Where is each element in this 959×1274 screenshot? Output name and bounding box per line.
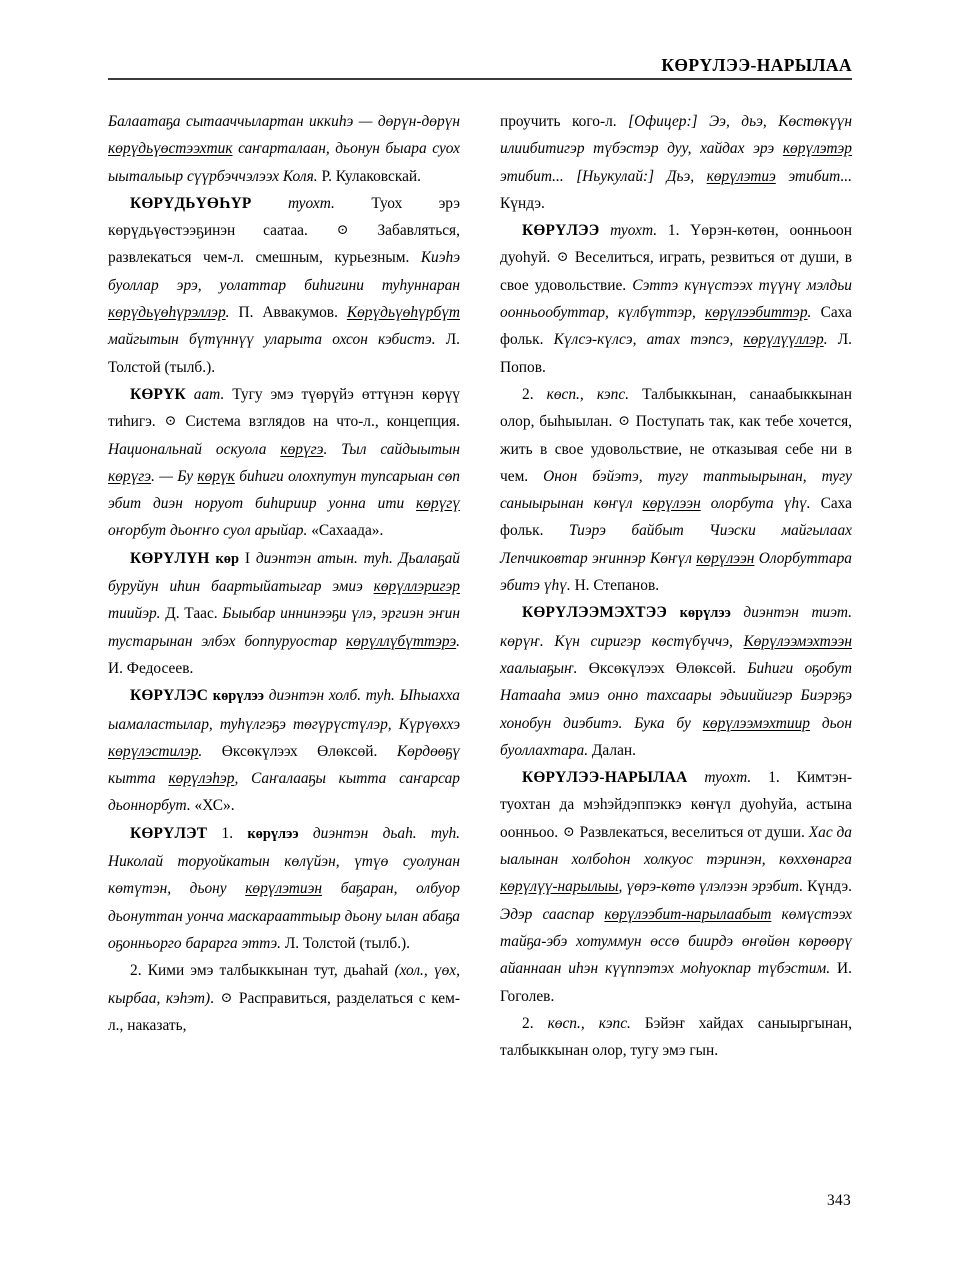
- sense-marker-icon: ⊙: [618, 414, 630, 430]
- sense-marker-icon: ⊙: [336, 223, 349, 239]
- text-columns: [108, 108, 852, 1178]
- paragraph-continuation: проучить кого-л. [Офицер:] Ээ, дьэ, Көстөкүүн илиибитигэр түбэстэр дуу, хайдах эрэ көрүлэтэр этибит... [Ньукулай:] Дьэ, көрүлэтиэ этибит... Күндэ.: [500, 113, 853, 212]
- header-divider-rule: [108, 78, 852, 80]
- dictionary-entry: КӨРҮК аат. Тугу эмэ түөрүйэ өттүнэн көрүү тиһигэ. ⊙ Система взглядов на что-л., концепция. Национальнай оскуола көрүгэ. Тыл сайдыытын көрүгэ. — Бу көрүк биһиги олохпутун тупсарыан сөп эбит диэн норуот биһириир уонна ити көрүгү оҥорбут дьоҥҥо суол арыйар. «Сахаада».: [108, 385, 460, 540]
- dictionary-entry: КӨРҮЛЭЭМЭХТЭЭ көрүлээ диэнтэн тиэт. көрүҥ. Күн сиригэр көстүбүччэ, Көрүлээмэхтээн хаалыаҕыҥ. Өксөкүлээх Өлөксөй. Биһиги оҕобут Натааһа эмиэ онно тахсаары эдьиийигэр Биэрэҕэ хонобун диэбитэ. Бука бу көрүлээмэхтиир дьон буоллахтара. Далан.: [500, 604, 853, 759]
- sense-marker-icon: ⊙: [164, 414, 177, 430]
- right-column: [500, 108, 852, 1178]
- running-head-text: КӨРҮЛЭЭ-НАРЫЛАА: [661, 55, 852, 75]
- running-header: [108, 48, 852, 80]
- dictionary-sense: 2. көсп., кэпс. Бэйэҥ хайдах саныыргынан, талбыккынан олор, тугу эмэ гын.: [500, 1014, 852, 1060]
- dictionary-entry: КӨРҮЛЭЭ-НАРЫЛАА туохт. 1. Кимтэн-туохтан да мэһэйдэппэккэ көҥүл дуоһуйа, астына оонньоо. ⊙ Развлекаться, веселиться от души. Хас да ыалынан холбоһон холкуос тэринэн, көххөнарга көрүлүү-нарылыы, үөрэ-көтө үлэлээн эрэбит. Күндэ. Эдэр сааспар көрүлээбит-нарылаабыт көмүстээх тайҕа-эбэ хотуммун өссө биирдэ өҥөйөн көрөөрү айаннаан иһэн күүппэтэх моһуокпар түбэстим. И. Гоголев.: [500, 769, 852, 1005]
- dictionary-entry: КӨРҮЛЭТ 1. көрүлээ диэнтэн дьаһ. туһ. Николай торуойкатын көлүйэн, үтүө суолунан көтүтэн, дьону көрүлэтиэн баҕаран, олбуор дьонуттан уонча маскарааттыыр дьону ылан абаҕа оҕонньорго барарга эттэ. Л. Толстой (тылб.).: [108, 824, 460, 952]
- dictionary-entry: КӨРҮЛЭЭ туохт. 1. Үөрэн-көтөн, оонньоон дуоһуй. ⊙ Веселиться, играть, резвиться от души, в свое удовольствие. Сэттэ күнүстээх түүнү мэлдьи оонньообуттар, күлбүттэр, көрүлээбиттэр. Саха фольк. Күлсэ-күлсэ, атах тэпсэ, көрүлүүллэр. Л. Попов.: [500, 222, 852, 376]
- page-number: 343: [827, 1192, 851, 1209]
- sense-marker-icon: ⊙: [556, 250, 569, 266]
- dictionary-sense: 2. Кими эмэ талбыккынан тут, дьаһай (хол., үөх, кырбаа, кэһэт). ⊙ Расправиться, разделаться с кем-л., наказать,: [108, 962, 460, 1034]
- sense-marker-icon: ⊙: [220, 990, 233, 1006]
- sense-marker-icon: ⊙: [562, 824, 575, 840]
- dictionary-sense: 2. көсп., кэпс. Талбыккынан, санаабыккынан олор, быһыылан. ⊙ Поступать так, как тебе хочется, жить в свое удовольствие, не отказывая себе ни в чем. Онон бэйэтэ, тугу таптыырынан, тугу саныырынан көҥүл көрүлээн олорбута үһү. Саха фольк. Тиэрэ байбыт Чиэски майгылаах Лепчиковтар эҥиннэр Көҥүл көрүлээн Олорбуттара эбитэ үһү. Н. Степанов.: [500, 385, 852, 595]
- dictionary-entry: КӨРҮЛЭС көрүлээ диэнтэн холб. туһ. Ыһыахха ыамаластылар, туһүлгэҕэ төгүрүстүлэр, Күрүөххэ көрүлэстилэр. Өксөкүлээх Өлөксөй. Көрдөөҕү кытта көрүлэһэр, Саҥалааҕы кытта саҥарсар дьоннорбут. «ХС».: [108, 687, 460, 815]
- left-column: [108, 108, 460, 1178]
- dictionary-entry: КӨРҮЛҮН көр I диэнтэн атын. туһ. Дьалаҕай буруйун иһин баартыйатыгар эмиэ көрүллэригэр тиийэр. Д. Таас. Быыбар иннинээҕи үлэ, эргиэн эҥин тустарынан элбэх боппуруостар көрүллүбүттэрэ. И. Федосеев.: [108, 549, 461, 677]
- paragraph-continuation: Балаатаҕа сытааччылартан иккиһэ — дөрүн-дөрүн көрүдьүөстээхтик саҥарталаан, дьонун быара суох ыыталыыр сүүрбэччэлээх Коля. Р. Кулаковскай.: [108, 113, 460, 185]
- dictionary-entry: КӨРҮДЬҮӨҺҮР туохт. Туох эрэ көрүдьүөстээҕинэн саатаа. ⊙ Забавляться, развлекаться чем-л. смешным, курьезным. Киэһэ буоллар эрэ, уолаттар биһигини туһуннаран көрүдьүөһүрэллэр. П. Аввакумов. Көрүдьүөһүрбүт майгытын бүтүннүү уларыта охсон кэбистэ. Л. Толстой (тылб.).: [108, 194, 460, 376]
